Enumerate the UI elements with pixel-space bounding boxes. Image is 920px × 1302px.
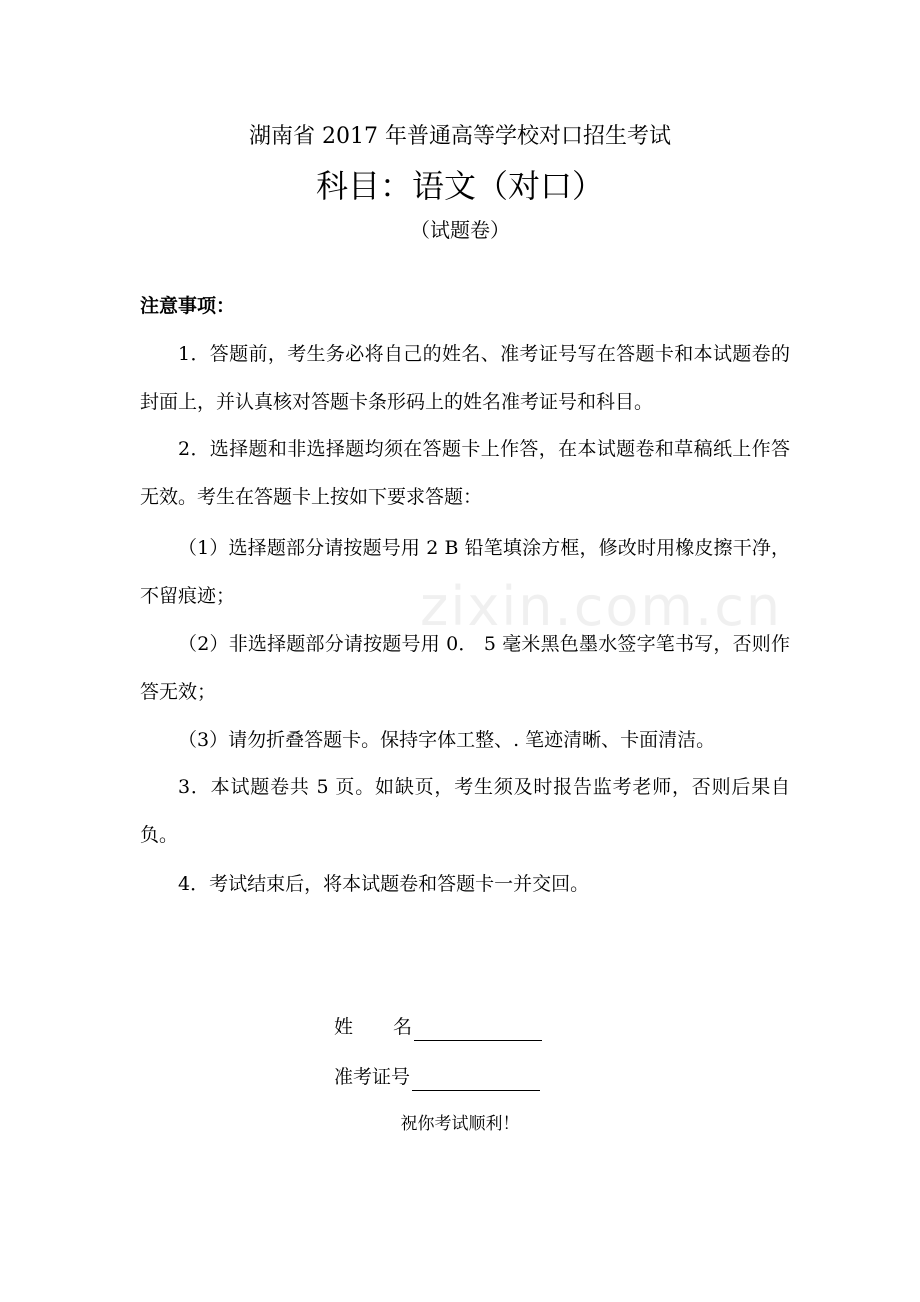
name-blank-line[interactable] <box>414 1018 542 1041</box>
notice-item-2-sub-3: （3）请勿折叠答题卡。保持字体工整、. 笔迹清晰、卡面清洁。 <box>178 729 716 751</box>
paper-type-label: （试题卷） <box>410 218 510 242</box>
notice-item-4: 4．考试结束后，将本试题卷和答题卡一并交回。 <box>178 873 590 895</box>
name-label <box>334 1013 412 1041</box>
notice-item-3: 3．本试题卷共 5 页。如缺页，考生须及时报告监考老师，否则后果自负。 <box>140 776 790 846</box>
good-luck-text: 祝你考试顺利！ <box>400 1114 520 1134</box>
name-label-part-1: 姓 <box>334 1016 354 1038</box>
exam-title: 湖南省 2017 年普通高等学校对口招生考试 <box>249 124 671 149</box>
notice-item-2: 2．选择题和非选择题均须在答题卡上作答，在本试题卷和草稿纸上作答无效。考生在答题卡上按如下要求答题： <box>140 438 790 508</box>
exam-id-label: 准考证号 <box>334 1066 411 1088</box>
exam-id-blank-line[interactable] <box>412 1068 540 1091</box>
notice-item-2-sub-1: （1）选择题部分请按题号用 2 B 铅笔填涂方框，修改时用橡皮擦干净，不留痕迹； <box>140 537 790 607</box>
watermark-text: zixin.com.cn <box>420 575 783 638</box>
notice-heading: 注意事项： <box>140 295 236 317</box>
notice-item-1: 1．答题前，考生务必将自己的姓名、准考证号写在答题卡和本试题卷的封面上，并认真核对答题卡条形码上的姓名准考证号和科目。 <box>140 343 790 413</box>
notice-item-2-sub-2: （2）非选择题部分请按题号用 0． 5 毫米黑色墨水签字笔书写，否则作答无效； <box>140 633 790 703</box>
name-label-part-2: 名 <box>393 1016 413 1038</box>
name-field <box>334 1013 542 1041</box>
exam-id-field <box>334 1063 540 1091</box>
subject-title: 科目：语文（对口） <box>315 167 604 205</box>
